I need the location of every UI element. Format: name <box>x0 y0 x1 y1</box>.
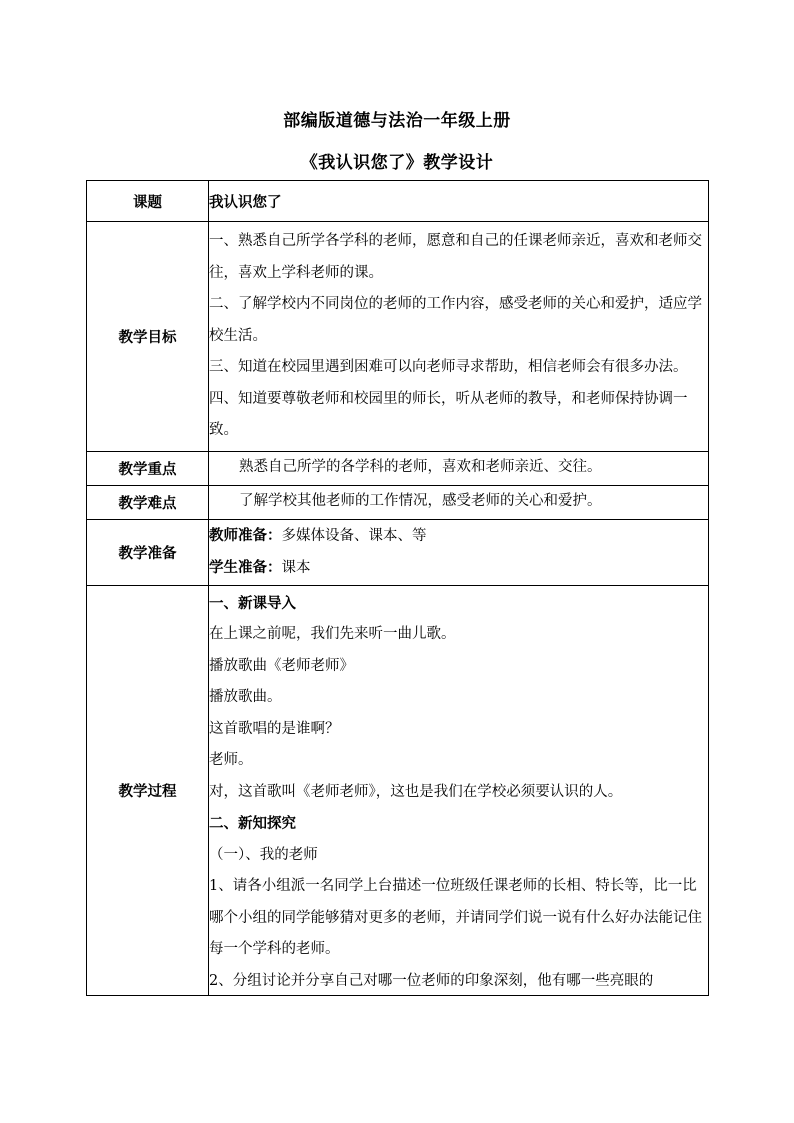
key-points-value: 熟悉自己所学的各学科的老师，喜欢和老师亲近、交往。 <box>239 459 602 476</box>
activity-paragraph-1: 1、请各小组派一名同学上台描述一位班级任课老师的长相、特长等，比一比哪个小组的同学能够猜对更多的老师，并请同学们说一说有什么好办法能记住每一个学科的老师。 <box>209 878 702 957</box>
table-row-topic <box>87 181 709 222</box>
difficulties-value: 了解学校其他老师的工作情况，感受老师的关心和爱护。 <box>239 493 602 510</box>
document-title: 部编版道德与法治一年级上册 <box>283 111 511 131</box>
teacher-preparation-label: 教师准备： <box>209 526 282 544</box>
goal-item-3: 三、知道在校园里遇到困难可以向老师寻求帮助，相信老师会有很多办法。 <box>209 359 688 375</box>
key-points-cell <box>209 451 709 485</box>
lesson-plan-table <box>86 180 709 996</box>
difficulties-cell <box>209 485 709 519</box>
topic-cell <box>209 181 709 222</box>
process-line: 在上课之前呢，我们先来听一曲儿歌。 <box>209 626 456 642</box>
topic-value: 我认识您了 <box>209 193 282 211</box>
table-row-goals <box>87 222 709 452</box>
teacher-preparation <box>209 520 708 553</box>
table-row-key-points <box>87 451 709 485</box>
goal-item-2: 二、了解学校内不同岗位的老师的工作内容，感受老师的关心和爱护，适应学校生活。 <box>209 296 702 344</box>
section-heading-explore: 二、新知探究 <box>209 815 296 832</box>
goals-label: 教学目标 <box>87 222 209 452</box>
section-heading-intro: 一、新课导入 <box>209 594 296 612</box>
difficulties-label: 教学难点 <box>87 485 209 519</box>
goals-cell <box>209 222 709 452</box>
process-content <box>209 586 708 995</box>
table-row-difficulties <box>87 485 709 519</box>
student-preparation-label: 学生准备： <box>209 559 282 576</box>
activity-paragraph-2: 2、分组讨论并分享自己对哪一位老师的印象深刻，他有哪一些亮眼的 <box>209 972 654 989</box>
process-line: 对，这首歌叫《老师老师》，这也是我们在学校必须要认识的人。 <box>209 783 623 800</box>
document-subtitle: 《我认识您了》教学设计 <box>300 153 494 173</box>
process-line: 老师。 <box>209 752 253 768</box>
process-line: 这首歌唱的是谁啊？ <box>209 720 340 737</box>
goal-item-1: 一、熟悉自己所学各学科的老师，愿意和自己的任课老师亲近，喜欢和老师交往，喜欢上学科老师的课。 <box>209 233 702 281</box>
topic-label: 课题 <box>87 181 209 222</box>
process-cell <box>209 585 709 995</box>
student-preparation-value: 课本 <box>281 560 311 576</box>
subsection-heading-my-teacher: （一）、我的老师 <box>209 846 318 863</box>
teacher-preparation-value: 多媒体设备、课本、等 <box>281 527 427 544</box>
student-preparation <box>209 552 708 585</box>
preparation-cell <box>209 519 709 585</box>
process-label: 教学过程 <box>87 585 209 995</box>
table-row-process <box>87 585 709 995</box>
table-row-preparation <box>87 519 709 585</box>
goal-item-4: 四、知道要尊敬老师和校园里的师长，听从老师的教导，和老师保持协调一致。 <box>209 390 688 438</box>
process-line: 播放歌曲《老师老师》 <box>209 657 354 674</box>
process-line: 播放歌曲。 <box>209 689 282 705</box>
preparation-label: 教学准备 <box>87 519 209 585</box>
key-points-label: 教学重点 <box>87 451 209 485</box>
